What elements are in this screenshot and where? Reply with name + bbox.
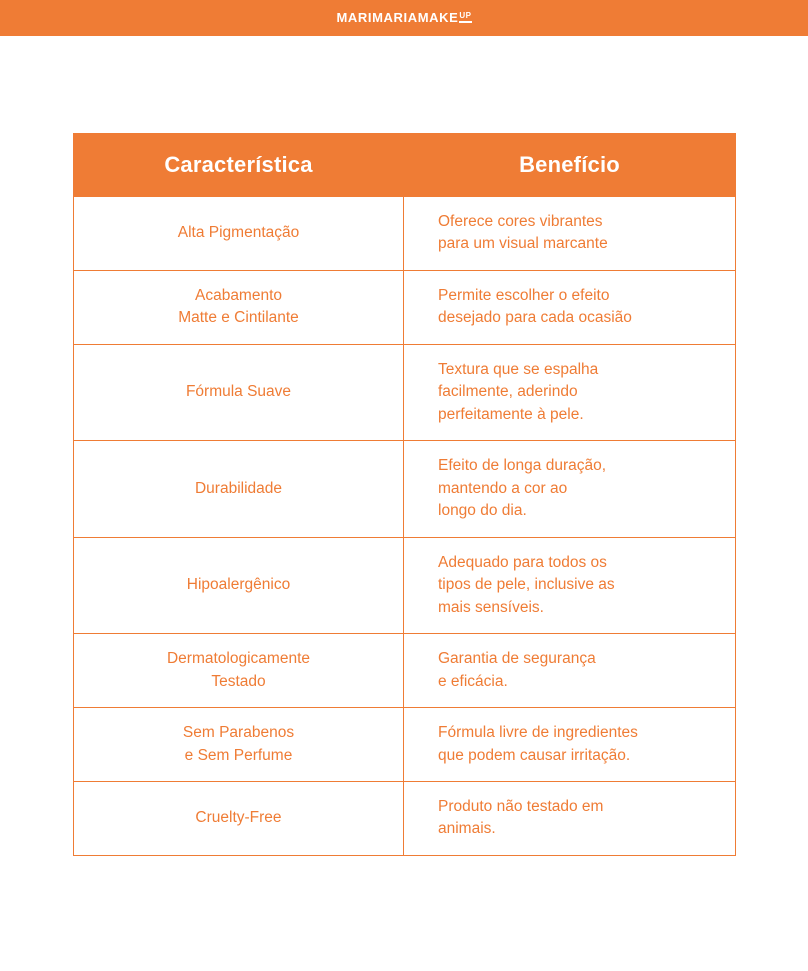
cell-benefit-line: Oferece cores vibrantes [438, 213, 603, 230]
cell-feature-line: Acabamento [194, 286, 283, 304]
cell-benefit-line: Fórmula livre de ingredientes [438, 724, 638, 742]
cell-benefit-line: desejado para cada ocasião [438, 309, 632, 327]
cell-benefit [404, 781, 736, 855]
cell-feature [74, 441, 404, 537]
table-row [74, 344, 736, 440]
cell-feature [74, 634, 404, 708]
cell-feature [74, 537, 404, 633]
cell-benefit-line: Efeito de longa duração, [438, 457, 607, 475]
table-row [74, 270, 736, 344]
table-row [74, 634, 736, 708]
cell-feature-line: Fórmula Suave [185, 383, 292, 401]
cell-feature [74, 781, 404, 855]
cell-benefit-line: Textura que se espalha [438, 360, 599, 378]
cell-feature [74, 708, 404, 782]
brand-name: MARIMARIAMAKE [336, 9, 459, 25]
cell-feature-line: Hipoalergênico [186, 576, 291, 594]
cell-benefit-line: perfeitamente à pele. [438, 405, 584, 423]
cell-feature-line: Alta Pigmentação [177, 224, 300, 242]
cell-feature-line: Dermatologicamente [166, 650, 310, 668]
cell-benefit-line: Garantia de segurança [438, 650, 596, 668]
cell-benefit [404, 344, 736, 440]
cell-feature-line: Durabilidade [194, 479, 283, 497]
cell-benefit-line: Produto não testado em [438, 797, 604, 815]
feature-benefit-table-container [73, 133, 735, 856]
cell-feature-line: Testado [211, 672, 266, 690]
cell-benefit-line: que podem causar irritação. [438, 746, 631, 764]
table-header-row [74, 134, 736, 197]
cell-benefit-line: para um visual marcante [438, 235, 608, 253]
table-body [74, 197, 736, 856]
cell-benefit [404, 197, 736, 271]
cell-benefit [404, 270, 736, 344]
cell-benefit [404, 537, 736, 633]
cell-feature [74, 197, 404, 271]
cell-feature-line: Matte e Cintilante [178, 309, 299, 327]
cell-benefit-line: Adequado para todos os [438, 553, 607, 571]
cell-feature-line: e Sem Perfume [184, 746, 293, 764]
cell-benefit-line: tipos de pele, inclusive as [438, 576, 615, 594]
cell-benefit-line: longo do dia. [438, 502, 527, 520]
column-header-feature: Característica [74, 134, 404, 197]
cell-feature-line: Sem Parabenos [182, 724, 295, 742]
table-header [74, 134, 736, 197]
cell-feature [74, 344, 404, 440]
table-row [74, 537, 736, 633]
cell-benefit-line: mais sensíveis. [438, 598, 544, 616]
table-row [74, 708, 736, 782]
cell-benefit-line: mantendo a cor ao [438, 479, 568, 497]
column-header-benefit: Benefício [404, 134, 736, 197]
cell-feature-line: Cruelty-Free [195, 809, 282, 827]
cell-benefit-line: animais. [438, 820, 496, 838]
feature-benefit-table [73, 133, 736, 856]
brand-suffix: UP [459, 11, 471, 23]
table-row [74, 197, 736, 271]
cell-benefit-line: e eficácia. [438, 672, 508, 690]
cell-benefit-line: facilmente, aderindo [438, 383, 578, 401]
brand-logo [336, 10, 471, 27]
cell-benefit-line: Permite escolher o efeito [438, 286, 610, 304]
cell-benefit [404, 441, 736, 537]
table-row [74, 441, 736, 537]
cell-benefit [404, 634, 736, 708]
cell-feature [74, 270, 404, 344]
brand-header-bar [0, 0, 808, 36]
cell-benefit [404, 708, 736, 782]
table-row [74, 781, 736, 855]
